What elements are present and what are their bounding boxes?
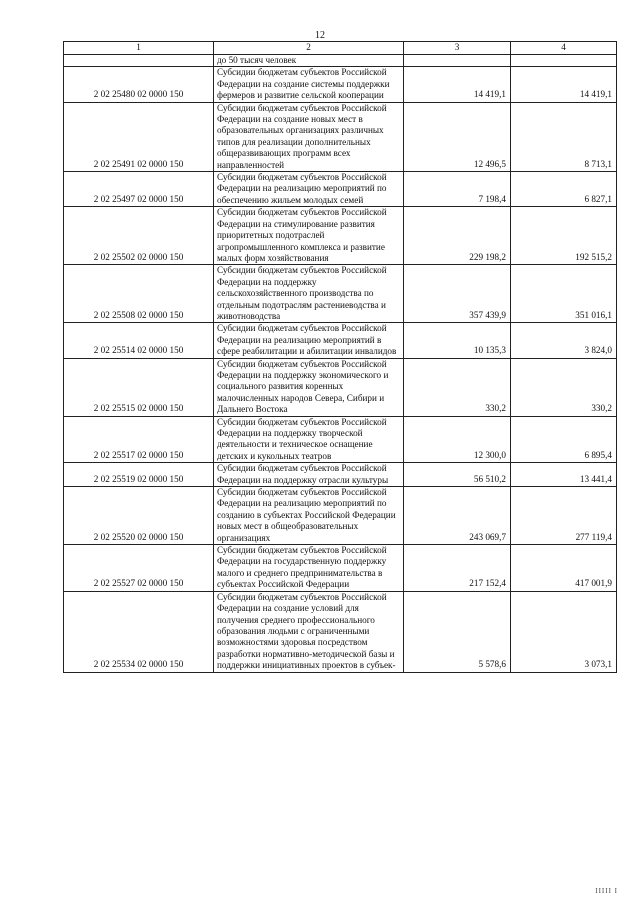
table-row [64,591,617,672]
table-row [64,265,617,323]
row-code: 2 02 25508 02 0000 150 [64,265,214,323]
row-value-col3: 243 069,7 [404,487,511,545]
table-row [64,172,617,207]
row-code: 2 02 25480 02 0000 150 [64,67,214,102]
row-value-col4: 13 441,4 [511,463,617,487]
table-header-row [64,42,617,55]
row-name: Субсидии бюджетам субъектов Российской Федерации на поддержку экономического и социального развития коренных малочисленных народов Севера, Сибири и Дальнего Востока [214,358,404,416]
row-code: 2 02 25534 02 0000 150 [64,591,214,672]
row-name: Субсидии бюджетам субъектов Российской Федерации на создание условий для получения среднего профессионального образования людьми с ограниченными возможностями здоровья посредством разработки нормативно-методической базы и поддержки инициативных проектов в субъек- [214,591,404,672]
table-row [64,67,617,102]
row-name: Субсидии бюджетам субъектов Российской Федерации на реализацию мероприятий в сфере реабилитации и абилитации инвалидов [214,323,404,358]
table-row [64,487,617,545]
row-code: 2 02 25514 02 0000 150 [64,323,214,358]
row-code: 2 02 25517 02 0000 150 [64,416,214,463]
row-value-col4: 3 073,1 [511,591,617,672]
row-value-col3: 12 496,5 [404,102,511,171]
row-value-col4: 6 827,1 [511,172,617,207]
row-value-col3: 12 300,0 [404,416,511,463]
row-value-col4: 277 119,4 [511,487,617,545]
table-row [64,102,617,171]
row-value-col3: 217 152,4 [404,545,511,592]
table-row [64,416,617,463]
row-code: 2 02 25520 02 0000 150 [64,487,214,545]
row-value-col4: 192 515,2 [511,207,617,265]
row-value-col4 [511,55,617,67]
row-value-col3: 10 135,3 [404,323,511,358]
table-row [64,358,617,416]
row-value-col4: 8 713,1 [511,102,617,171]
row-name: Субсидии бюджетам субъектов Российской Федерации на поддержку сельскохозяйственного производства по отдельным подотраслям растениеводства и животноводства [214,265,404,323]
row-value-col3: 14 419,1 [404,67,511,102]
table-row [64,545,617,592]
row-value-col4: 6 895,4 [511,416,617,463]
row-name: Субсидии бюджетам субъектов Российской Федерации на поддержку творческой деятельности и техническое оснащение детских и кукольных театров [214,416,404,463]
row-value-col4: 330,2 [511,358,617,416]
footer-mark: IIIII I [595,887,618,895]
row-name: Субсидии бюджетам субъектов Российской Федерации на стимулирование развития приоритетных подотраслей агропромышленного комплекса и развитие малых форм хозяйствования [214,207,404,265]
row-name: до 50 тысяч человек [214,55,404,67]
budget-table [63,41,617,673]
row-name: Субсидии бюджетам субъектов Российской Федерации на государственную поддержку малого и среднего предпринимательства в субъектах Российской Федерации [214,545,404,592]
row-value-col3: 229 198,2 [404,207,511,265]
table-row [64,55,617,67]
row-value-col3: 330,2 [404,358,511,416]
row-name: Субсидии бюджетам субъектов Российской Федерации на поддержку отрасли культуры [214,463,404,487]
row-value-col3 [404,55,511,67]
row-value-col4: 14 419,1 [511,67,617,102]
column-header-4: 4 [511,42,617,55]
table-row [64,207,617,265]
row-code: 2 02 25515 02 0000 150 [64,358,214,416]
table-row [64,323,617,358]
column-header-1: 1 [64,42,214,55]
row-code: 2 02 25519 02 0000 150 [64,463,214,487]
row-code: 2 02 25527 02 0000 150 [64,545,214,592]
row-name: Субсидии бюджетам субъектов Российской Федерации на создание системы поддержки фермеров и развитие сельской кооперации [214,67,404,102]
row-value-col3: 7 198,4 [404,172,511,207]
row-name: Субсидии бюджетам субъектов Российской Федерации на реализацию мероприятий по обеспечению жильем молодых семей [214,172,404,207]
row-code [64,55,214,67]
row-value-col4: 3 824,0 [511,323,617,358]
row-value-col4: 351 016,1 [511,265,617,323]
row-value-col3: 5 578,6 [404,591,511,672]
row-code: 2 02 25497 02 0000 150 [64,172,214,207]
column-header-3: 3 [404,42,511,55]
row-code: 2 02 25491 02 0000 150 [64,102,214,171]
row-name: Субсидии бюджетам субъектов Российской Федерации на создание новых мест в образовательных организациях различных типов для реализации дополнительных общеразвивающих программ всех направленностей [214,102,404,171]
column-header-2: 2 [214,42,404,55]
row-value-col4: 417 001,9 [511,545,617,592]
row-value-col3: 56 510,2 [404,463,511,487]
row-name: Субсидии бюджетам субъектов Российской Федерации на реализацию мероприятий по созданию в субъектах Российской Федерации новых мест в общеобразовательных организациях [214,487,404,545]
page-number: 12 [315,30,325,41]
row-code: 2 02 25502 02 0000 150 [64,207,214,265]
row-value-col3: 357 439,9 [404,265,511,323]
table-row [64,463,617,487]
